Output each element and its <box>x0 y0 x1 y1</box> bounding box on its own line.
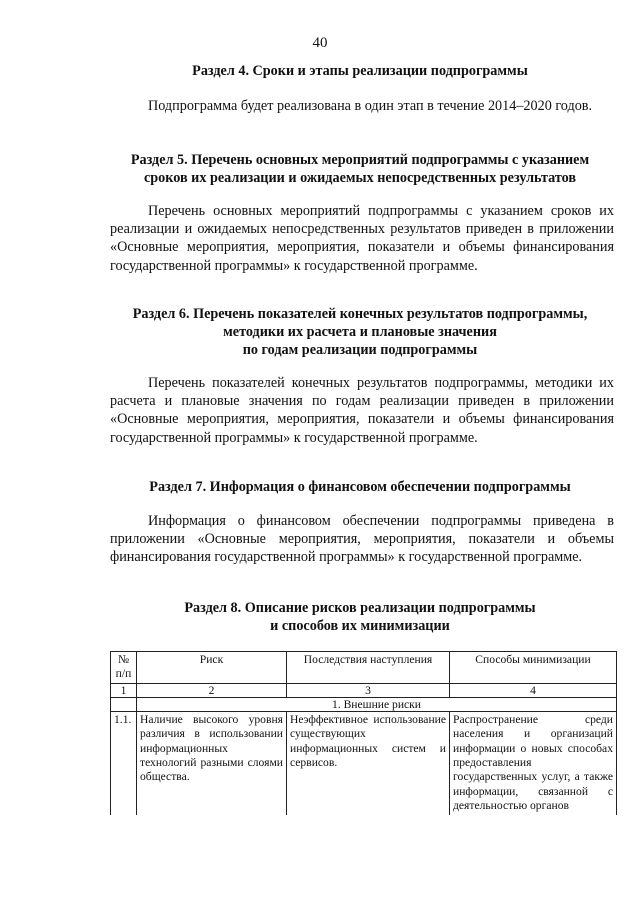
heading-line: Раздел 4. Сроки и этапы реализации подпрограммы <box>192 63 528 79</box>
column-number: 1 <box>111 683 137 697</box>
section-5-heading <box>105 151 615 187</box>
page-number: 40 <box>312 35 328 51</box>
table-row <box>111 711 617 814</box>
column-number: 3 <box>287 683 450 697</box>
section-4-heading <box>105 62 615 80</box>
header-consequence: Последствия наступления <box>287 652 450 684</box>
header-risk: Риск <box>137 652 287 684</box>
column-number: 2 <box>137 683 287 697</box>
heading-line: по годам реализации подпрограммы <box>242 342 478 358</box>
heading-line: Раздел 5. Перечень основных мероприятий подпрограммы с указанием <box>130 152 590 168</box>
column-number-row <box>111 683 617 697</box>
paragraph-text: Перечень показателей конечных результатов подпрограммы, методики их расчета и плановые значения по годам реализации приведен в приложении «Основные мероприятия, мероприятия, показатели и объемы финансирования государственной программы» к государственной программе. <box>110 375 614 446</box>
row-mitigation: Распространение среди населения и организаций информации о новых способах предоставления государственных услуг, а также информации, связанной с деятельностью органов <box>450 711 617 814</box>
group-title: 1. Внешние риски <box>137 697 617 711</box>
heading-line: Раздел 7. Информация о финансовом обеспечении подпрограммы <box>149 479 571 495</box>
group-row <box>111 697 617 711</box>
header-number: № п/п <box>111 652 137 684</box>
heading-line: методики их расчета и плановые значения <box>223 324 497 340</box>
header-mitigation: Способы минимизации <box>450 652 617 684</box>
paragraph-text: Подпрограмма будет реализована в один этап в течение 2014–2020 годов. <box>148 98 593 114</box>
row-number: 1.1. <box>111 711 137 814</box>
section-7-heading <box>105 478 615 496</box>
section-4-text <box>110 97 614 115</box>
group-number-cell <box>111 697 137 711</box>
heading-line: Раздел 8. Описание рисков реализации подпрограммы <box>184 600 536 616</box>
section-6-text <box>110 374 614 447</box>
table-header-row <box>111 652 617 684</box>
row-consequence: Неэффективное использование существующих информационных систем и сервисов. <box>287 711 450 814</box>
section-6-heading <box>105 305 615 359</box>
paragraph-text: Информация о финансовом обеспечении подпрограммы приведена в приложении «Основные мероприятия, мероприятия, показатели и объемы финансирования государственной программы» к государственной программе. <box>110 513 614 566</box>
heading-line: сроков их реализации и ожидаемых непосредственных результатов <box>143 170 577 186</box>
risk-table <box>110 651 617 815</box>
section-5-text <box>110 202 614 275</box>
section-7-text <box>110 512 614 567</box>
paragraph-text: Перечень основных мероприятий подпрограммы с указанием сроков их реализации и ожидаемых непосредственных результатов приведен в приложении «Основные мероприятия, мероприятия, показатели и объемы финансирования государственной программы» к государственной программе. <box>110 203 614 274</box>
column-number: 4 <box>450 683 617 697</box>
row-risk: Наличие высокого уровня различия в использовании информационных технологий разными слоями общества. <box>137 711 287 814</box>
heading-line: и способов их минимизации <box>270 618 450 634</box>
section-8-heading <box>105 599 615 635</box>
heading-line: Раздел 6. Перечень показателей конечных результатов подпрограммы, <box>132 306 588 322</box>
